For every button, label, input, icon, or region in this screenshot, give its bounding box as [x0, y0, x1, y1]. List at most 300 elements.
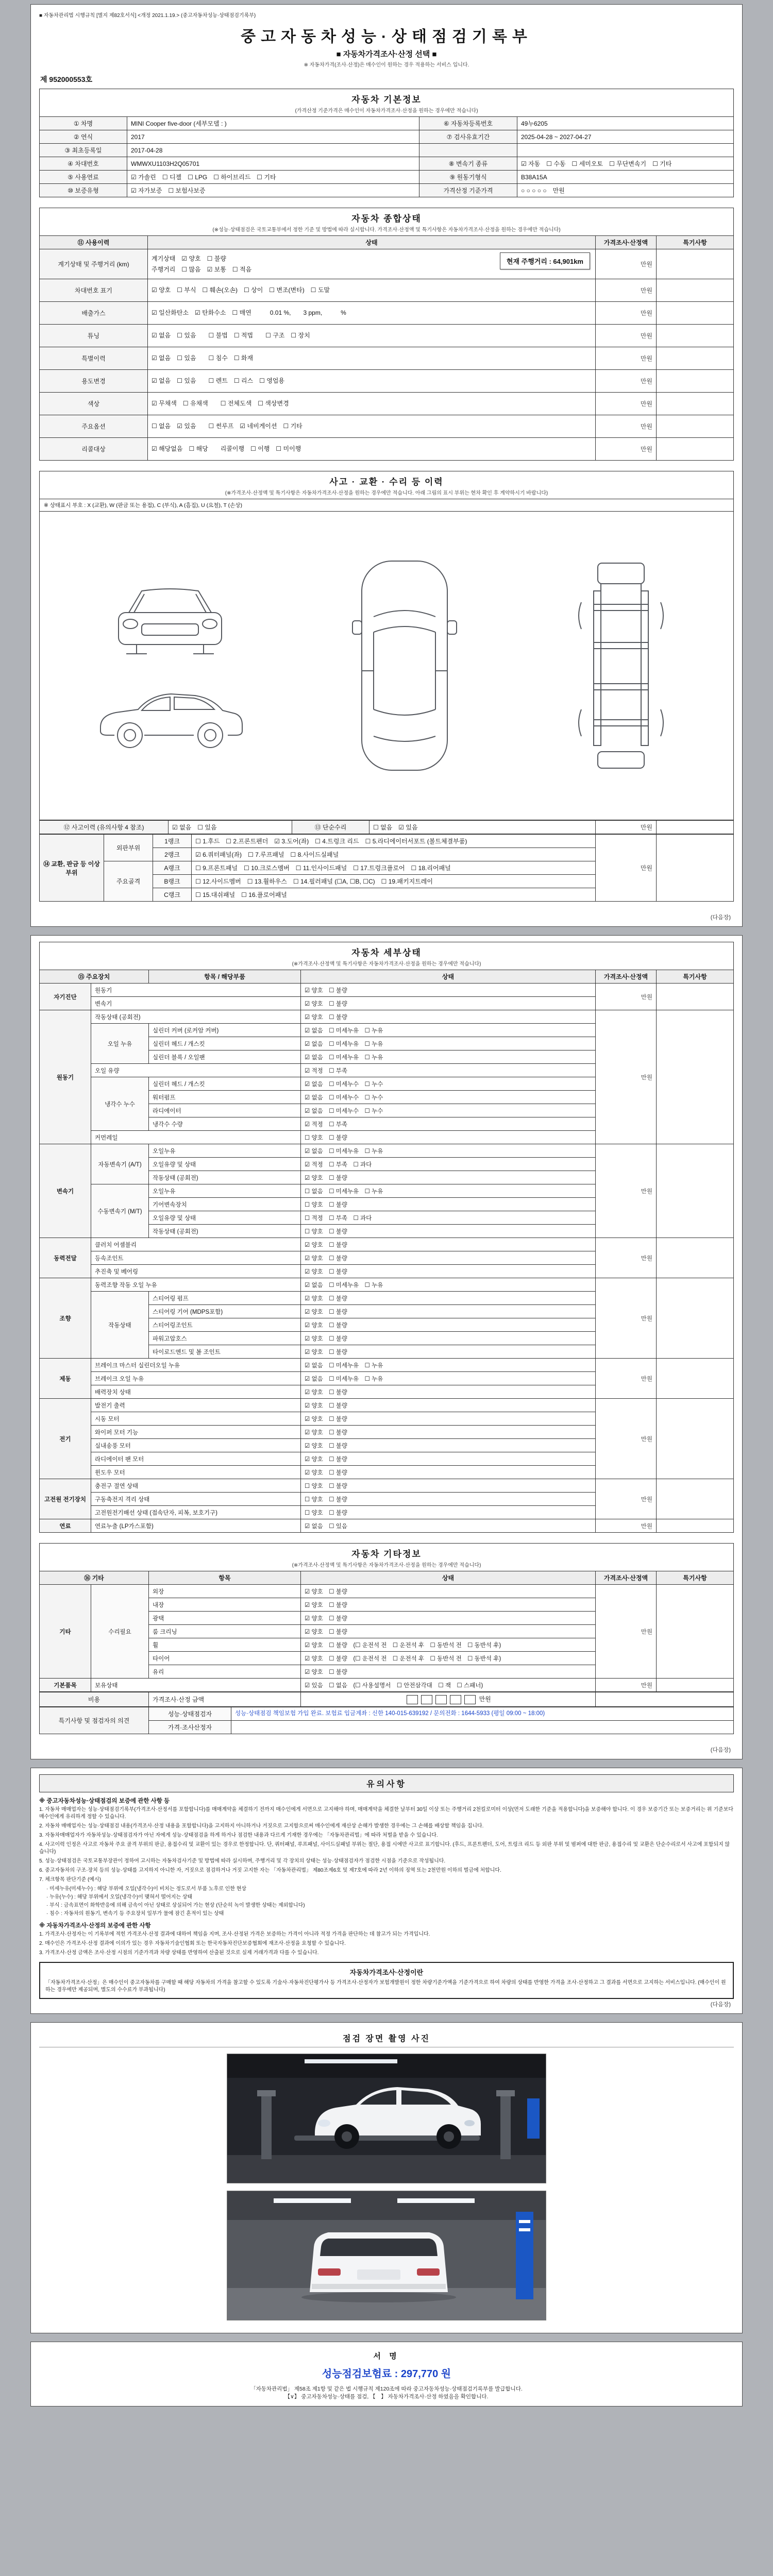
- document-subtitle: ■ 자동차가격조사·산정 선택 ■: [336, 50, 437, 59]
- detail-condition-note: (※가격조사·산정액 및 특기사항은 자동차가격조사·산정을 원하는 경우에만 적습니다): [292, 961, 481, 967]
- inspection-photo-2: [227, 2191, 546, 2320]
- item-label: 라디에이터 팬 모터: [91, 1452, 301, 1466]
- amount-cell: 만원: [596, 393, 657, 415]
- status-cell: ☑ 없음 ☐ 있음: [301, 1519, 596, 1533]
- photos-box: [30, 2022, 743, 2333]
- detail-condition-table: [39, 970, 734, 1533]
- item-label: 구동축전지 격리 상태: [91, 1493, 301, 1506]
- amount-cell: 만원: [596, 1399, 657, 1479]
- status-cell: ☑ 양호 ☐ 불량: [301, 1385, 596, 1399]
- item-label: 시동 모터: [91, 1412, 301, 1426]
- status-cell: ☑ 양호 ☐ 불량: [301, 1332, 596, 1345]
- device-label: 변속기: [40, 1144, 91, 1238]
- cost-value-cell: [301, 1692, 596, 1707]
- current-mileage-badge: 현재 주행거리 : 64,901km: [500, 252, 590, 269]
- status-cell: ☑ 양호 ☐ 불량: [301, 1399, 596, 1412]
- amount-cell: 만원: [596, 821, 657, 834]
- status-cell: ☑ 양호 ☐ 불량: [301, 1238, 596, 1251]
- note-cell: [657, 835, 734, 902]
- status-cell: ☑ 양호 ☐ 불량: [301, 1305, 596, 1318]
- item-label: 원동기: [91, 984, 301, 997]
- status-cell: ☑ 양호 ☐ 불량: [301, 1251, 596, 1265]
- rank-items: ☐ 9.프론트패널 ☐ 10.크로스멤버 ☐ 11.인사이드패널 ☐ 17.트렁크플로어 ☐ 18.리어패널: [192, 861, 596, 875]
- premium-value: 297,770 원: [400, 2368, 451, 2380]
- accident-status-row: [40, 821, 734, 834]
- basic-value: MINI Cooper five-door (세부모델 : ): [127, 117, 419, 130]
- device-label: 연료: [40, 1519, 91, 1533]
- section-accident-history: [39, 471, 734, 902]
- note-cell: [657, 821, 734, 834]
- notice-subitem: · 부식 : 금속표면이 화학반응에 의해 금속이 아닌 상태로 상실되어 가는 현상 (단순히 녹이 발생한 상태는 제외합니다): [46, 1902, 305, 1908]
- status-cell: ☑ 적정 ☐ 부족 ☐ 과다: [301, 1158, 596, 1171]
- overall-condition-header: [39, 208, 734, 235]
- status-cell: ☑ 양호 ☐ 불량: [301, 1345, 596, 1359]
- status-cell: ☐ 양호 ☐ 불량: [301, 1131, 596, 1144]
- usage-history-label: 특별이력: [40, 347, 148, 370]
- device-row: [40, 1010, 734, 1024]
- note-cell: [657, 370, 734, 393]
- rank-items: ☑ 6.쿼터패널(좌) ☐ 7.루프패널 ☐ 8.사이드실패널: [192, 848, 596, 861]
- basic-value: ☑ 자가보증 ☐ 보험사보증: [127, 184, 419, 197]
- status-cell: ☑ 양호 ☐ 불량: [301, 1585, 596, 1598]
- overall-condition-title: 자동차 종합상태: [351, 214, 422, 224]
- status-cell: ☐ 양호 ☐ 불량: [301, 1198, 596, 1211]
- status-cell: ☑ 없음 ☐ 미세누유 ☐ 누유: [301, 1037, 596, 1050]
- status-cell: ☐ 양호 ☐ 불량: [301, 1479, 596, 1493]
- status-cell: ☑ 양호 ☐ 불량: [301, 1452, 596, 1466]
- status-cell: ☑ 양호 ☐ 불량: [301, 1292, 596, 1305]
- sub-group-label: 냉각수 누수: [91, 1077, 149, 1131]
- note-cell: [657, 249, 734, 279]
- section-overall-condition: [39, 208, 734, 461]
- item-label: 커먼레일: [91, 1131, 301, 1144]
- status-cell: ☑ 있음 ☐ 없음 (☐ 사용설명서 ☐ 안전삼각대 ☐ 잭 ☐ 스패너): [301, 1679, 596, 1692]
- overall-condition-note: (※성능·상태점검은 국토교통부에서 정한 기준 및 방법에 따라 실시합니다. 가격조사·산정액 및 특기사항은 자동차가격조사·산정을 원하는 경우에만 적습니다): [212, 227, 561, 233]
- note-cell: [657, 1585, 734, 1679]
- basic-label: ④ 차대번호: [40, 157, 127, 171]
- notice-item: 1. 자동차 매매업자는 성능·상태점검기록부(가격조사·산정서를 포함합니다)를 매매계약을 체결하기 전까지 매수인에게 서면으로 고지해야 하며, 매매계약을 체결한 날부터 30일 이상 또는 주행거리 2천킬로미터 이상(먼저 도래한 기준을 적용합니다)을 보증해야 합니다. 이 경우 보증기간 또는 보증거리는 위 기준보다 매수인에게 유리하게 정할 수 있습니다.: [39, 1806, 733, 1820]
- item-label: 기어변속장치: [149, 1198, 301, 1211]
- device-row: [40, 1278, 734, 1292]
- device-label: 동력전달: [40, 1238, 91, 1278]
- basic-value: ☑ 자동 ☐ 수동 ☐ 세미오토 ☐ 무단변속기 ☐ 기타: [517, 157, 734, 171]
- rank-name: B랭크: [153, 875, 192, 888]
- confirmation-line-2: 【∨】 중고자동차성능·상태를 점검, 【 】 자동차가격조사·산정 하였음을 확인합니다.: [284, 2393, 489, 2400]
- col-major-device: ⑮ 주요장치: [40, 970, 149, 984]
- notice-item: 5. 성능·상태점검은 국토교통부장관이 정하여 고시하는 자동차검사기준 및 방법에 따라 실시하며, 주행거리 및 각 장치의 상태는 성능·상태점검자가 점검한 시점을 기준으로 작성됩니다.: [39, 1858, 446, 1864]
- inspector-comment: [231, 1707, 734, 1720]
- simple-repair-status: ☐ 없음 ☑ 있음: [369, 821, 596, 834]
- device-label: 원동기: [40, 1010, 91, 1144]
- note-cell: [657, 415, 734, 438]
- status-cell: ☑ 양호 ☐ 불량: [301, 1010, 596, 1024]
- item-label: 파워고압호스: [149, 1332, 301, 1345]
- item-label: 휠: [149, 1638, 301, 1652]
- rank-group-label: 외판부위: [104, 835, 153, 861]
- status-cell: ☑ 양호 ☐ 불량 (☐ 운전석 전 ☐ 운전석 후 ☐ 동반석 전 ☐ 동반석 후): [301, 1638, 596, 1652]
- rank-name: C랭크: [153, 888, 192, 902]
- status-cell: ☑ 양호 ☐ 불량 (☐ 운전석 전 ☐ 운전석 후 ☐ 동반석 전 ☐ 동반석 후): [301, 1652, 596, 1665]
- device-row: [40, 1519, 734, 1533]
- sub-group-label: 수동변속기 (M/T): [91, 1184, 149, 1238]
- signature-box: [30, 2342, 743, 2406]
- amount-cell: 만원: [596, 835, 657, 902]
- basic-label: 가격산정 기준가격: [419, 184, 517, 197]
- notice-subitem: · 누유(누수) : 해당 부위에서 오일(냉각수)이 맺혀서 떨어지는 상태: [46, 1894, 193, 1900]
- basic-label: ⑩ 보증유형: [40, 184, 127, 197]
- usage-history-label: 배출가스: [40, 302, 148, 325]
- status-line: ☑ 양호 ☐ 부식 ☐ 훼손(오손) ☐ 상이 ☐ 변조(변타) ☐ 도말: [152, 286, 330, 294]
- section-misc-info: [39, 1543, 734, 1734]
- amount-cell: 만원: [596, 1679, 657, 1692]
- status-cell: [148, 279, 596, 302]
- notice-item: 3. 자동차매매업자가 자동차성능·상태점검자가 아닌 자에게 성능·상태점검을 하게 하거나 점검한 내용과 다르게 기재한 경우에는 「자동차관리법」에 따라 처벌을 받을 수 있습니다.: [39, 1832, 438, 1838]
- rank-items: ☐ 1.후드 ☐ 2.프론트펜더 ☑ 3.도어(좌) ☐ 4.트렁크 리드 ☐ 5.라디에이터서포트 (볼트체결부품): [192, 835, 596, 848]
- amount-cell: 만원: [596, 415, 657, 438]
- basic-value: 2025-04-28 ~ 2027-04-27: [517, 130, 734, 144]
- device-row: [40, 1399, 734, 1412]
- amount-cell: 만원: [596, 1359, 657, 1399]
- amount-cell: 만원: [596, 984, 657, 1010]
- basic-value: ☑ 가솔린 ☐ 디젤 ☐ LPG ☐ 하이브리드 ☐ 기타: [127, 171, 419, 184]
- item-label: 타이로드엔드 및 볼 조인트: [149, 1345, 301, 1359]
- basic-label: ⑧ 변속기 종류: [419, 157, 517, 171]
- summary-row: [40, 347, 734, 370]
- device-label: 고전원 전기장치: [40, 1479, 91, 1519]
- status-cell: ☑ 적정 ☐ 부족: [301, 1064, 596, 1077]
- summary-row: [40, 438, 734, 461]
- price-notice-items-list: [39, 1931, 734, 1957]
- basic-label: [419, 144, 517, 157]
- item-label: 와이퍼 모터 기능: [91, 1426, 301, 1439]
- item-label: 오일누유: [149, 1144, 301, 1158]
- item-label: 라디에이터: [149, 1104, 301, 1117]
- note-cell: [657, 279, 734, 302]
- item-label: 고전원전기배선 상태 (접속단자, 피복, 보호기구): [91, 1506, 301, 1519]
- summary-row: [40, 325, 734, 347]
- state-mark-legend: ※ 상태표시 부호 : X (교환), W (판금 또는 용접), C (부식), A (흠집), U (요철), T (손상): [39, 499, 734, 511]
- underbody-frame-diagram: [562, 555, 680, 776]
- col-status: 상태: [301, 970, 596, 984]
- premium-label: 성능점검보험료 :: [322, 2368, 398, 2380]
- basic-value: 2017: [127, 130, 419, 144]
- note-cell: [657, 1144, 734, 1238]
- status-cell: ☑ 없음 ☐ 미세누수 ☐ 누수: [301, 1077, 596, 1091]
- notice-item: 7. 체크항목 판단기준 (예시): [39, 1876, 101, 1883]
- col-usage-history: ⑪ 사용이력: [40, 236, 148, 249]
- status-cell: ☑ 없음 ☐ 미세누유 ☐ 누유: [301, 1050, 596, 1064]
- item-label: 광택: [149, 1612, 301, 1625]
- status-cell: ☐ 없음 ☐ 미세누유 ☐ 누유: [301, 1184, 596, 1198]
- status-cell: ☑ 양호 ☐ 불량: [301, 1466, 596, 1479]
- device-row: [40, 1679, 734, 1692]
- status-line: 계기상태 ☑ 양호 ☐ 불량: [152, 255, 226, 262]
- status-cell: ☑ 없음 ☐ 미세누유 ☐ 누유: [301, 1359, 596, 1372]
- basic-info-row: [40, 157, 734, 171]
- note-cell: [657, 393, 734, 415]
- status-cell: ☐ 양호 ☐ 불량: [301, 1225, 596, 1238]
- item-label: 실내송풍 모터: [91, 1439, 301, 1452]
- status-cell: ☑ 양호 ☐ 불량: [301, 1439, 596, 1452]
- col-remarks: 특기사항: [657, 236, 734, 249]
- amount-cell: 만원: [596, 438, 657, 461]
- device-label: 제동: [40, 1359, 91, 1399]
- notices-title: 유의사항: [39, 1774, 734, 1792]
- item-label: 워터펌프: [149, 1091, 301, 1104]
- notice-items-list: [39, 1806, 734, 1918]
- note-cell: [657, 1399, 734, 1479]
- basic-info-row: [40, 117, 734, 130]
- next-page-marker: (다음장): [710, 2001, 731, 2008]
- note-cell: [657, 984, 734, 1010]
- item-label: 배력장치 상태: [91, 1385, 301, 1399]
- rank-items: ☐ 12.사이드멤버 ☐ 13.휠하우스 ☐ 14.필러패널 (☐A, ☐B, ☐C) ☐ 19.패키지트레이: [192, 875, 596, 888]
- inspection-warranty-subtitle: ※ 중고자동차성능·상태점검의 보증에 관한 사항 등: [39, 1798, 170, 1804]
- basic-info-row: [40, 184, 734, 197]
- note-cell: [657, 1359, 734, 1399]
- item-label: 내장: [149, 1598, 301, 1612]
- basic-info-row: [40, 171, 734, 184]
- price-notice-item: 3. 가격조사·산정 금액은 조사·산정 시점의 기준가격과 차량 상태를 반영하여 산출된 것으로 실제 거래가격과 다를 수 있습니다.: [39, 1950, 319, 1956]
- amount-cell: 만원: [596, 1585, 657, 1679]
- note-cell: [657, 1238, 734, 1278]
- basic-info-table: [39, 116, 734, 197]
- misc-header-row: [40, 1571, 734, 1585]
- inspection-record-document: [30, 4, 743, 2406]
- note-cell: [596, 1692, 734, 1707]
- note-cell: [657, 302, 734, 325]
- page-2-box: [30, 935, 743, 1759]
- usage-history-label: 차대번호 표기: [40, 279, 148, 302]
- col-price-estimate: 가격조사·산정액: [596, 970, 657, 984]
- amount-cell: 만원: [596, 1010, 657, 1144]
- section-detail-condition: [39, 942, 734, 1533]
- price-notice-item: 2. 매수인은 가격조사·산정 결과에 이의가 있는 경우 자동차기술인협회 또는 한국자동차진단보증협회에 재조사·산정을 요청할 수 있습니다.: [39, 1940, 346, 1946]
- status-cell: ☑ 없음 ☐ 미세누유 ☐ 누유: [301, 1024, 596, 1037]
- item-label: 실린더 헤드 / 개스킷: [149, 1077, 301, 1091]
- photo-car-on-lift: [227, 2054, 546, 2183]
- remarks-label: 특기사항 및 점검자의 의견: [40, 1707, 149, 1734]
- item-label: 추진축 및 베어링: [91, 1265, 301, 1278]
- notice-subitem: · 침수 : 자동차의 원동기, 변속기 등 주요장치 일부가 물에 잠긴 흔적이 있는 상태: [46, 1910, 224, 1917]
- notice-item: 4. 사고이력 인정은 사고로 자동차 주요 골격 부위의 판금, 용접수리 및 교환이 있는 경우로 한정합니다. 단, 쿼터패널, 루프패널, 사이드실패널 부위는 절단, 용접 시에만 사고로 표기합니다. (후드, 프론트펜더, 도어, 트렁크 리드 등 외판 부위 및 범퍼에 대한 판금, 용접수리 및 교환은 단순수리로서 사고에 포함되지 않습니다): [39, 1841, 730, 1855]
- amount-cell: 만원: [596, 302, 657, 325]
- status-cell: ☐ 양호 ☐ 불량: [301, 1493, 596, 1506]
- car-front-view-diagram: [106, 577, 234, 664]
- cost-row: [40, 1692, 734, 1707]
- appraiser-label: 가격·조사산정자: [149, 1720, 231, 1734]
- inspection-premium: [39, 2365, 734, 2380]
- inspector-label: 성능·상태점검자: [149, 1707, 231, 1720]
- status-cell: ☑ 양호 ☐ 불량: [301, 1612, 596, 1625]
- status-cell: ☑ 없음 ☐ 미세누수 ☐ 누수: [301, 1091, 596, 1104]
- sub-group-label: 작동상태: [91, 1292, 149, 1359]
- basic-info-header: [39, 89, 734, 116]
- usage-history-label: 리콜대상: [40, 438, 148, 461]
- photo-car-rear-in-garage: [227, 2191, 546, 2320]
- note-cell: [657, 347, 734, 370]
- status-cell: [148, 347, 596, 370]
- rank-name: 1랭크: [153, 835, 192, 848]
- inspector-comment-text: 성능·상태점검 책임보험 가입 완료. 보험료 입금계좌 : 신한 140-015-639192 / 문의전화 : 1644-5933 (평일 09:00 ~ 18:00): [235, 1710, 545, 1717]
- amount-cell: 만원: [596, 347, 657, 370]
- item-label: 냉각수 수량: [149, 1117, 301, 1131]
- misc-info-table: [39, 1571, 734, 1692]
- basic-info-row: [40, 130, 734, 144]
- col-misc: ⑯ 기타: [40, 1571, 149, 1585]
- basic-label: ② 연식: [40, 130, 127, 144]
- col-price-estimate: 가격조사·산정액: [596, 1571, 657, 1585]
- amount-cell: 만원: [596, 1479, 657, 1519]
- status-cell: [148, 302, 596, 325]
- device-row: [40, 1479, 734, 1493]
- status-line: ☑ 무채색 ☐ 유채색 ☐ 전체도색 ☐ 색상변경: [152, 400, 289, 407]
- accident-note: (※가격조사·산정액 및 특기사항은 자동차가격조사·산정을 원하는 경우에만 적습니다. 아래 그림의 표시 부위는 현차 확인 후 계약하시기 바랍니다): [225, 490, 548, 496]
- usage-history-label: 계기상태 및 주행거리 (km): [40, 249, 148, 279]
- sub-group-label: 수리필요: [91, 1585, 149, 1679]
- notices-box: [30, 1768, 743, 2014]
- rank-name: A랭크: [153, 861, 192, 875]
- item-label: 스티어링 기어 (MDPS포함): [149, 1305, 301, 1318]
- amount-cell: 만원: [596, 370, 657, 393]
- basic-value: 49누6205: [517, 117, 734, 130]
- document-subtitle-note: ※ 자동차가격(조사·산정)은 매수인이 원하는 경우 적용하는 서비스 입니다.: [304, 62, 469, 68]
- accident-history-status: ☑ 없음 ☐ 있음: [169, 821, 292, 834]
- item-label: 실린더 헤드 / 개스킷: [149, 1037, 301, 1050]
- status-cell: ☑ 없음 ☐ 미세누수 ☐ 누수: [301, 1104, 596, 1117]
- col-remarks: 특기사항: [657, 970, 734, 984]
- status-cell: ☑ 없음 ☐ 미세누유 ☐ 누유: [301, 1278, 596, 1292]
- next-page-marker: (다음장): [710, 914, 731, 921]
- device-row: [40, 1144, 734, 1158]
- item-label: 윈도우 모터: [91, 1466, 301, 1479]
- item-label: 오일유량 및 상태: [149, 1158, 301, 1171]
- item-label: 동력조향 작동 오일 누유: [91, 1278, 301, 1292]
- item-label: 보유상태: [91, 1679, 301, 1692]
- confirmation-line-1: 「자동차관리법」 제58조 제1항 및 같은 법 시행규칙 제120조에 따라 중고자동차성능·상태점검기록부를 발급합니다.: [250, 2385, 523, 2392]
- basic-info-note: (가격산정 기준가격은 매수인이 자동차가격조사·산정을 원하는 경우에만 적습니다): [295, 108, 478, 114]
- basic-label: ⑥ 자동차등록번호: [419, 117, 517, 130]
- item-label: 연료누출 (LP가스포함): [91, 1519, 301, 1533]
- cost-label: 비용: [40, 1692, 149, 1707]
- status-cell: ☐ 양호 ☐ 불량: [301, 1506, 596, 1519]
- detail-condition-header: [39, 942, 734, 970]
- status-cell: [148, 393, 596, 415]
- amount-cell: 만원: [596, 325, 657, 347]
- detail-header-row: [40, 970, 734, 984]
- note-cell: [657, 438, 734, 461]
- form-reference-note: ■ 자동차관리법 시행규칙 [별지 제82호서식] <개정 2021.1.19.> (중고자동차성능·상태점검기록부): [39, 13, 256, 19]
- item-label: 변속기: [91, 997, 301, 1010]
- note-cell: [657, 1679, 734, 1692]
- price-appraisal-definition-title: 자동차가격조사·산정이란: [349, 1968, 424, 1976]
- item-label: 클러치 어셈블리: [91, 1238, 301, 1251]
- basic-label: ⑨ 원동기형식: [419, 171, 517, 184]
- device-label: 전기: [40, 1399, 91, 1479]
- notice-subitem: · 미세누유(미세누수) : 해당 부위에 오일(냉각수)이 비치는 정도로서 부품 노후로 인한 현상: [46, 1886, 247, 1892]
- status-line: ☑ 없음 ☐ 있음 ☐ 침수 ☐ 화재: [152, 354, 254, 362]
- item-label: 작동상태 (공회전): [149, 1171, 301, 1184]
- note-cell: [657, 1519, 734, 1533]
- price-notice-item: 1. 가격조사·산정자는 이 기록부에 적힌 가격조사·산정 결과에 대하여 책임을 지며, 조사·산정된 가격은 보증하는 가격이 아니라 적정 가격을 판단하는 데 참고가 되는 가격입니다.: [39, 1931, 430, 1937]
- device-row: [40, 984, 734, 997]
- item-label: 실린더 블록 / 오일팬: [149, 1050, 301, 1064]
- col-item-part: 항목 / 해당부품: [149, 970, 301, 984]
- misc-info-header: [39, 1543, 734, 1571]
- summary-row: [40, 370, 734, 393]
- col-remarks: 특기사항: [657, 1571, 734, 1585]
- cost-item-label: 가격조사·산정 금액: [149, 1692, 301, 1707]
- usage-history-label: 용도변경: [40, 370, 148, 393]
- vehicle-diagrams: [39, 511, 734, 820]
- col-status: 상태: [301, 1571, 596, 1585]
- rank-name: 2랭크: [153, 848, 192, 861]
- accident-status-table: [39, 820, 734, 834]
- note-cell: [657, 1010, 734, 1144]
- basic-value: B38A15A: [517, 171, 734, 184]
- item-label: 외장: [149, 1585, 301, 1598]
- status-line: ☑ 해당없음 ☐ 해당 리콜이행 ☐ 이행 ☐ 미이행: [152, 445, 301, 452]
- device-label: 기본품목: [40, 1679, 91, 1692]
- device-label: 기타: [40, 1585, 91, 1679]
- rank-items: ☐ 15.대쉬패널 ☐ 16.플로어패널: [192, 888, 596, 902]
- basic-label: ① 차명: [40, 117, 127, 130]
- amount-cell: 만원: [596, 1519, 657, 1533]
- status-cell: ☑ 적정 ☐ 부족: [301, 1117, 596, 1131]
- page-1-box: [30, 4, 743, 927]
- col-item: 항목: [149, 1571, 301, 1585]
- detail-condition-title: 자동차 세부상태: [351, 948, 422, 958]
- basic-label: ③ 최초등록일: [40, 144, 127, 157]
- item-label: 유리: [149, 1665, 301, 1679]
- amount-cell: 만원: [596, 1238, 657, 1278]
- status-cell: ☑ 양호 ☐ 불량: [301, 1412, 596, 1426]
- note-cell: [657, 1479, 734, 1519]
- status-cell: ☑ 양호 ☐ 불량: [301, 1426, 596, 1439]
- status-cell: [148, 249, 596, 279]
- cost-unit: 만원: [479, 1696, 491, 1703]
- basic-label: ⑦ 검사유효기간: [419, 130, 517, 144]
- basic-label: ⑤ 사용연료: [40, 171, 127, 184]
- item-label: 타이어: [149, 1652, 301, 1665]
- accident-header: [39, 471, 734, 499]
- summary-row: [40, 249, 734, 279]
- summary-row: [40, 302, 734, 325]
- item-label: 등속조인트: [91, 1251, 301, 1265]
- usage-history-label: 색상: [40, 393, 148, 415]
- amount-cell: 만원: [596, 1278, 657, 1359]
- status-cell: ☑ 양호 ☐ 불량: [301, 997, 596, 1010]
- status-cell: [148, 415, 596, 438]
- rank-section-label: ⑭ 교환, 판금 등 이상 부위: [40, 835, 104, 902]
- remarks-row-inspector: [40, 1707, 734, 1720]
- next-page-marker: (다음장): [710, 1747, 731, 1753]
- accident-history-label: ⑫ 사고이력 (유의사항 4 참조): [40, 821, 169, 834]
- inspection-photo-1: [227, 2054, 546, 2183]
- item-label: 브레이크 오일 누유: [91, 1372, 301, 1385]
- overall-condition-table: [39, 235, 734, 461]
- appraiser-comment: [231, 1720, 734, 1734]
- status-line: ☑ 없음 ☐ 있음 ☐ 불법 ☐ 적법 ☐ 구조 ☐ 장치: [152, 332, 310, 339]
- amount-digit-box: [421, 1695, 432, 1704]
- device-row: [40, 1585, 734, 1598]
- status-cell: [148, 438, 596, 461]
- col-status: 상태: [148, 236, 596, 249]
- note-cell: [657, 1278, 734, 1359]
- status-cell: [148, 325, 596, 347]
- amount-digit-box: [464, 1695, 476, 1704]
- sub-group-label: 오일 누유: [91, 1024, 149, 1064]
